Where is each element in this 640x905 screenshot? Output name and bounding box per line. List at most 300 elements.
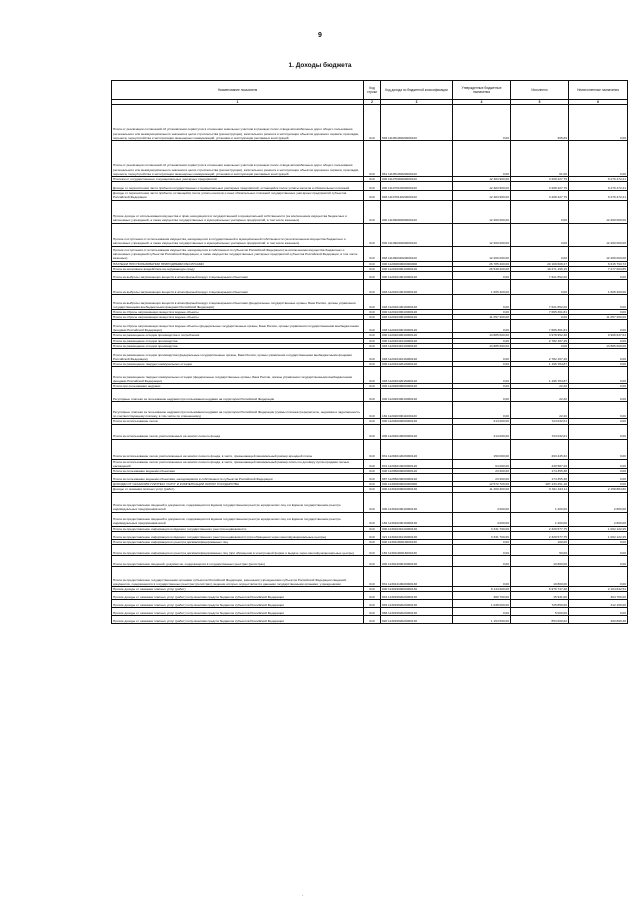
row-approved-cell: 8 144 600,00 [453, 587, 511, 592]
row-approved-cell: 0,00 [453, 567, 511, 587]
row-line-code-cell: 010 [364, 338, 381, 343]
row-executed-cell: 725 850,00 [511, 600, 569, 608]
table-row [112, 320, 628, 333]
row-approved-cell: 0,00 [453, 539, 511, 544]
row-budget-code-cell: 000 11201042010000120 [381, 362, 453, 367]
row-budget-code-cell: 820 11301992020000130 [381, 616, 453, 624]
row-budget-code-cell: 000 11202000000000120 [381, 384, 453, 389]
row-remaining-cell: 1 002 122,25 [569, 526, 628, 531]
row-executed-cell: 2 329 577,75 [511, 526, 569, 531]
footer-mark: . [302, 892, 304, 898]
row-executed-cell: 0,00 [511, 343, 569, 348]
row-line-code-cell: 010 [364, 424, 381, 439]
row-remaining-cell: 11 057 200,00 [569, 315, 628, 320]
column-number: 5 [511, 100, 569, 105]
row-executed-cell: 6 979 747,28 [511, 587, 569, 592]
row-remaining-cell: 0,00 [569, 367, 628, 384]
row-line-code-cell: 010 [364, 419, 381, 424]
row-line-code-cell: 010 [364, 343, 381, 348]
row-remaining-cell: 0,00 [569, 459, 628, 468]
row-executed-cell: 853 600,62 [511, 616, 569, 624]
row-budget-code-cell: 182 11202030011000120 [381, 402, 453, 419]
row-budget-code-cell: 048 11201042016000120 [381, 367, 453, 384]
row-approved-cell: 0,00 [453, 310, 511, 315]
row-remaining-cell: 0,00 [569, 320, 628, 333]
row-approved-cell: 0,00 [453, 320, 511, 333]
row-executed-cell: 7 621 852,00 [511, 295, 569, 310]
row-line-code-cell: 010 [364, 362, 381, 367]
row-executed-cell: 1 196 784,87 [511, 367, 569, 384]
row-remaining-cell: 300 899,38 [569, 616, 628, 624]
row-remaining-cell: 12 260 000,00 [569, 246, 628, 261]
table-row [112, 492, 628, 512]
row-remaining-cell: 2 164 842,54 [569, 587, 628, 592]
row-name-cell: Плата за размещение отходов производства и потребления [112, 333, 364, 338]
row-executed-cell: 0,00 [511, 200, 569, 223]
row-name-cell: Прочие доходы от оказания платных услуг (работ) [112, 587, 364, 592]
row-line-code-cell: 010 [364, 315, 381, 320]
row-budget-code-cell: 000 11301990000000130 [381, 587, 453, 592]
row-executed-cell: 22,20 [511, 389, 569, 402]
row-name-cell: Плата при пользовании недрами [112, 384, 364, 389]
row-approved-cell: 26 785 400,00 [453, 261, 511, 266]
row-remaining-cell: 2 800,00 [569, 492, 628, 512]
row-line-code-cell: 010 [364, 526, 381, 531]
row-line-code-cell: 010 [364, 177, 381, 182]
row-approved-cell: 0,00 [453, 556, 511, 567]
row-executed-cell: 61,06 [511, 141, 569, 177]
table-row [112, 482, 628, 487]
row-line-code-cell: 010 [364, 474, 381, 482]
row-line-code-cell: 010 [364, 182, 381, 191]
row-remaining-cell: 0,00 [569, 474, 628, 482]
table-row [112, 402, 628, 419]
row-executed-cell: 2 782 167,49 [511, 349, 569, 362]
row-budget-code-cell: 000 11201041010000120 [381, 338, 453, 343]
row-line-code-cell: 010 [364, 608, 381, 616]
row-approved-cell: 23 200,00 [453, 469, 511, 474]
row-remaining-cell: 0,00 [569, 539, 628, 544]
row-name-cell: Плата за предоставление сведений и документов, содержащихся в Едином государственном реестре юридических лиц и в Едином государственном реестре индивидуальных предпринимателей [112, 492, 364, 512]
row-executed-cell: 0,00 [511, 246, 569, 261]
row-budget-code-cell: 000 11201010010000120 [381, 272, 453, 280]
row-line-code-cell: 010 [364, 389, 381, 402]
row-remaining-cell: 0,00 [569, 310, 628, 315]
row-approved-cell: 0,00 [453, 349, 511, 362]
row-approved-cell: 0,00 [453, 362, 511, 367]
row-name-cell: Плата за сбросы загрязняющих веществ в водные объекты (федеральные государственные органы, Банк России, органы управления государственными внебюджетными фондами Российской Федерации) [112, 320, 364, 333]
table-header-row [112, 81, 628, 100]
section-title: 1. Доходы бюджета [288, 62, 352, 69]
row-remaining-cell: 0,00 [569, 384, 628, 389]
row-approved-cell: 12 484 900,00 [453, 191, 511, 200]
table-row [112, 474, 628, 482]
row-approved-cell: 12 260 000,00 [453, 223, 511, 246]
row-line-code-cell: 010 [364, 482, 381, 487]
row-name-cell: Регулярные платежи за пользование недрами при пользовании недрами на территории Российской Федерации [112, 389, 364, 402]
row-remaining-cell: 0,00 [569, 469, 628, 474]
row-name-cell: Плата за предоставление информации из реестра дисквалифицированных лиц [112, 539, 364, 544]
row-line-code-cell: 010 [364, 367, 381, 384]
row-remaining-cell: 0,00 [569, 567, 628, 587]
row-approved-cell: 26 548 200,00 [453, 266, 511, 271]
row-budget-code-cell: 000 11107010000000120 [381, 182, 453, 191]
column-number: 3 [381, 100, 453, 105]
table-row [112, 545, 628, 556]
row-executed-cell: 287 433 451,18 [511, 482, 569, 487]
row-remaining-cell: 0,00 [569, 482, 628, 487]
row-name-cell: Прочие доходы от оказания платных услуг (работ) получателями средств бюджетов субъектов Российской Федерации [112, 608, 364, 616]
row-remaining-cell: 0,00 [569, 362, 628, 367]
row-name-cell: Плата за размещение отходов производства [112, 343, 364, 348]
row-approved-cell: 11 460 300,00 [453, 487, 511, 492]
table-row [112, 389, 628, 402]
row-remaining-cell: 0,00 [569, 556, 628, 567]
row-approved-cell: 12 572 700,00 [453, 482, 511, 487]
row-name-cell: Плата за предоставление информации из Единого государственного реестра недвижимости (при обращении через многофункциональные центры) [112, 531, 364, 539]
row-line-code-cell: 010 [364, 531, 381, 539]
row-budget-code-cell: 000 11109040000000120 [381, 223, 453, 246]
row-budget-code-cell: 000 11205000000000120 [381, 469, 453, 474]
row-approved-cell: 1 605 400,00 [453, 280, 511, 295]
column-number: 6 [569, 100, 628, 105]
row-executed-cell: 293 445,32 [511, 439, 569, 459]
row-remaining-cell: 0,00 [569, 608, 628, 616]
row-executed-cell: 724 032,61 [511, 424, 569, 439]
row-budget-code-cell: 000 11300000000000000 [381, 482, 453, 487]
row-executed-cell: 7 621 852,00 [511, 272, 569, 280]
row-name-cell: Плата за использование лесов, расположенных на землях лесного фонда [112, 424, 364, 439]
row-budget-code-cell: 831 11301410020000130 [381, 567, 453, 587]
row-name-cell: Плата за предоставление сведений и документов, содержащихся в Едином государственном реестре юридических лиц и в Едином государственном реестре индивидуальных предпринимателей [112, 512, 364, 526]
row-budget-code-cell: 048 11201010010000120 [381, 280, 453, 295]
row-name-cell: Прочие доходы от оказания платных услуг (работ) получателями средств бюджетов субъектов Российской Федерации [112, 592, 364, 600]
row-approved-cell: 3 331 700,00 [453, 531, 511, 539]
table-row [112, 367, 628, 384]
row-executed-cell: 50,00 [511, 545, 569, 556]
row-remaining-cell: 13 885 600,00 [569, 343, 628, 348]
row-executed-cell: 3 978 952,38 [511, 333, 569, 338]
row-remaining-cell: 0,00 [569, 419, 628, 424]
table-row [112, 608, 628, 616]
row-budget-code-cell: 000 11201030010000120 [381, 310, 453, 315]
row-budget-code-cell: 048 11201030016000120 [381, 320, 453, 333]
row-line-code-cell: 010 [364, 333, 381, 338]
row-line-code-cell: 010 [364, 349, 381, 362]
row-budget-code-cell: 000 11301031010000130 [381, 526, 453, 531]
row-budget-code-cell: 831 11204013020000120 [381, 459, 453, 468]
row-name-cell: Плата за использование лесов [112, 419, 364, 424]
table-row [112, 439, 628, 459]
row-remaining-cell: 1 002 122,25 [569, 531, 628, 539]
row-approved-cell: 150 000,00 [453, 439, 511, 459]
table-row [112, 272, 628, 280]
row-approved-cell: 12 260 000,00 [453, 246, 511, 261]
row-budget-code-cell: 848 11105100020000120 [381, 105, 453, 141]
row-executed-cell: 1 196 784,87 [511, 362, 569, 367]
row-line-code-cell: 010 [364, 295, 381, 310]
row-line-code-cell: 010 [364, 200, 381, 223]
row-line-code-cell: 010 [364, 492, 381, 512]
row-executed-cell: 2 782 167,49 [511, 338, 569, 343]
table-row [112, 592, 628, 600]
row-executed-cell: 2 329 577,75 [511, 531, 569, 539]
row-name-cell: Плата за выбросы загрязняющих веществ в атмосферный воздух стационарными объектами (федеральные государственные органы, Банк России, органы управления государственными внебюджетными фондами Российской Федерации) [112, 295, 364, 310]
row-executed-cell: 22,20 [511, 384, 569, 389]
row-name-cell: Прочие поступления от использования имущества, находящегося в собственности субъектов Российской Федерации (за исключением имущества бюджетных и автономных учреждений субъектов Российской Федерации, а также имущества государственных унитарных предприятий субъектов Российской Федерации, в том числе казенных) [112, 246, 364, 261]
row-executed-cell: 22,20 [511, 402, 569, 419]
row-executed-cell: 0,00 [511, 280, 569, 295]
row-approved-cell: 0,00 [453, 402, 511, 419]
row-name-cell: Плата за выбросы загрязняющих веществ в атмосферный воздух стационарными объектами [112, 280, 364, 295]
row-name-cell: Плата за пользование водными объектами, находящимися в собственности субъектов Российской Федерации [112, 474, 364, 482]
row-approved-cell: 11 057 200,00 [453, 315, 511, 320]
row-name-cell: Плата за выбросы загрязняющих веществ в атмосферный воздух стационарными объектами [112, 272, 364, 280]
row-remaining-cell: 0,00 [569, 295, 628, 310]
row-remaining-cell: 364 769,00 [569, 592, 628, 600]
row-budget-code-cell: 845 11301992020000130 [381, 600, 453, 608]
header-approved: Утвержденные бюджетные назначения [453, 81, 511, 100]
column-number: 1 [112, 100, 364, 105]
row-name-cell: Плата за пользование водными объектами [112, 469, 364, 474]
row-executed-cell: 3 208 427,79 [511, 182, 569, 191]
row-remaining-cell: 9 276 472,21 [569, 177, 628, 182]
row-name-cell: Плата за сбросы загрязняющих веществ в водные объекты [112, 315, 364, 320]
row-line-code-cell: 010 [364, 191, 381, 200]
row-budget-code-cell: 048 11201041010000120 [381, 343, 453, 348]
row-remaining-cell: 0,00 [569, 105, 628, 141]
row-approved-cell: 214 000,00 [453, 419, 511, 424]
row-budget-code-cell: 182 11301190016000130 [381, 545, 453, 556]
row-name-cell: Плата от реализации соглашений об установлении сервитутов в отношении земельных участков в границах полос отвода автомобильных дорог общего пользования регионального или межмуниципального значения в целях строительства (реконструкции), капитального ремонта и эксплуатации объектов дорожного сервиса, прокладки, переноса, переустройства и эксплуатации инженерных коммуникаций, установки и эксплуатации рекламных конструкций [112, 105, 364, 141]
table-row [112, 246, 628, 261]
row-executed-cell: 19 271 196,15 [511, 266, 569, 271]
row-line-code-cell: 010 [364, 556, 381, 567]
row-remaining-cell: 9 276 472,21 [569, 182, 628, 191]
row-executed-cell: 15 931,00 [511, 592, 569, 600]
row-executed-cell: 5 000,00 [511, 608, 569, 616]
row-budget-code-cell: 321 11301031016000130 [381, 531, 453, 539]
row-remaining-cell: 0,00 [569, 349, 628, 362]
table-row [112, 105, 628, 141]
row-remaining-cell: 2 158 884,80 [569, 487, 628, 492]
row-executed-cell: 430 587,29 [511, 459, 569, 468]
table-body [112, 105, 628, 624]
row-approved-cell: 12 484 900,00 [453, 177, 511, 182]
row-budget-code-cell: 000 11301190010000130 [381, 539, 453, 544]
row-line-code-cell: 010 [364, 616, 381, 624]
row-approved-cell: 64 000,00 [453, 459, 511, 468]
table-row [112, 526, 628, 531]
row-executed-cell: 174 355,38 [511, 474, 569, 482]
row-approved-cell: 0,00 [453, 367, 511, 384]
column-number: 2 [364, 100, 381, 105]
row-line-code-cell: 010 [364, 545, 381, 556]
row-remaining-cell: 6 615 793,73 [569, 261, 628, 266]
row-budget-code-cell: 868 11301992020000130 [381, 608, 453, 616]
row-executed-cell: 9 321 423,11 [511, 487, 569, 492]
row-budget-code-cell: 048 11201010016000120 [381, 295, 453, 310]
table-row [112, 141, 628, 177]
row-approved-cell: 0,00 [453, 105, 511, 141]
row-line-code-cell: 010 [364, 141, 381, 177]
row-remaining-cell: 2 800,00 [569, 512, 628, 526]
row-line-code-cell: 010 [364, 105, 381, 141]
row-name-cell: Регулярные платежи за пользование недрами при пользовании недрами на территории Российской Федерации (суммы платежа (перерасчеты, недоимка и задолженность по соответствующему платежу, в том числе по отмененному) [112, 402, 364, 419]
table-row [112, 531, 628, 539]
row-executed-cell: 724 032,61 [511, 419, 569, 424]
row-name-cell: Платежи от государственных и муниципальных унитарных предприятий [112, 177, 364, 182]
row-budget-code-cell: 848 11107012020000120 [381, 191, 453, 200]
row-name-cell: Доходы от перечисления части прибыли государственных и муниципальных унитарных предприятий, остающейся после уплаты налогов и обязательных платежей [112, 182, 364, 191]
table-row [112, 600, 628, 608]
table-row [112, 266, 628, 271]
row-approved-cell: 214 000,00 [453, 424, 511, 439]
page-number: 9 [318, 32, 322, 39]
row-remaining-cell: 0,00 [569, 439, 628, 459]
row-budget-code-cell: 000 11107000000000120 [381, 177, 453, 182]
row-approved-cell: 4 000,00 [453, 512, 511, 526]
row-remaining-cell: 0,00 [569, 402, 628, 419]
row-approved-cell: 12 260 000,00 [453, 200, 511, 223]
header-executed: Исполнено [511, 81, 569, 100]
row-budget-code-cell: 843 11301992020000130 [381, 592, 453, 600]
row-approved-cell: 0,00 [453, 384, 511, 389]
row-remaining-cell: 0,00 [569, 338, 628, 343]
row-name-cell: Прочие доходы от использования имущества и прав, находящихся в государственной и муниципальной собственности (за исключением имущества бюджетных и автономных учреждений, а также имущества государственных и муниципальных унитарных предприятий, в том числе казенных) [112, 200, 364, 223]
table-row [112, 261, 628, 266]
table-row [112, 333, 628, 338]
row-executed-cell: 0,00 [511, 315, 569, 320]
row-executed-cell: 10 800,00 [511, 567, 569, 587]
row-line-code-cell: 010 [364, 266, 381, 271]
row-line-code-cell: 010 [364, 539, 381, 544]
row-approved-cell: 12 484 900,00 [453, 182, 511, 191]
table-row [112, 616, 628, 624]
row-remaining-cell: 9 906 647,64 [569, 333, 628, 338]
row-approved-cell: 380 700,00 [453, 592, 511, 600]
row-approved-cell: 0,00 [453, 389, 511, 402]
row-executed-cell: 20 169 608,27 [511, 261, 569, 266]
row-name-cell: Плата за предоставление государственными органами субъектов Российской Федерации, казенными учреждениями субъектов Российской Федерации сведений, документов, содержащихся в государственных реестрах (регистрах), ведение которых осуществляется данными государственными органами, учреждениями [112, 567, 364, 587]
row-name-cell: Прочие доходы от оказания платных услуг (работ) получателями средств бюджетов субъектов Российской Федерации [112, 616, 364, 624]
row-budget-code-cell: 831 11204012020000120 [381, 439, 453, 459]
row-name-cell: Доходы от перечисления части прибыли, остающейся после уплаты налогов и иных обязательных платежей государственных унитарных предприятий субъектов Российской Федерации [112, 191, 364, 200]
row-approved-cell: 0,00 [453, 141, 511, 177]
row-name-cell: ДОХОДЫ ОТ ОКАЗАНИЯ ПЛАТНЫХ УСЛУГ И КОМПЕНСАЦИИ ЗАТРАТ ГОСУДАРСТВА [112, 482, 364, 487]
row-executed-cell: 3 208 427,79 [511, 177, 569, 182]
row-budget-code-cell: 000 11204000000000120 [381, 419, 453, 424]
row-executed-cell: 10 800,00 [511, 556, 569, 567]
row-line-code-cell: 010 [364, 469, 381, 474]
row-approved-cell: 1 154 500,00 [453, 616, 511, 624]
row-budget-code-cell: 000 11200000000000000 [381, 261, 453, 266]
row-remaining-cell: 0,00 [569, 389, 628, 402]
row-remaining-cell: 0,00 [569, 424, 628, 439]
table-row [112, 200, 628, 223]
row-budget-code-cell: 182 11301020016000130 [381, 512, 453, 526]
table-row [112, 295, 628, 310]
row-line-code-cell: 010 [364, 272, 381, 280]
row-line-code-cell: 010 [364, 246, 381, 261]
row-approved-cell: 0,00 [453, 295, 511, 310]
row-remaining-cell: 312 150,00 [569, 600, 628, 608]
table-row [112, 556, 628, 567]
row-line-code-cell: 010 [364, 223, 381, 246]
table-row [112, 567, 628, 587]
row-budget-code-cell: 000 11204010000000120 [381, 424, 453, 439]
table-row [112, 349, 628, 362]
row-executed-cell: 1 200,00 [511, 512, 569, 526]
row-line-code-cell: 010 [364, 592, 381, 600]
row-budget-code-cell: 048 11201030010000120 [381, 315, 453, 320]
row-remaining-cell: 0,00 [569, 272, 628, 280]
table-row [112, 459, 628, 468]
header-line: Код строки [364, 81, 381, 100]
table-row [112, 362, 628, 367]
row-line-code-cell: 010 [364, 439, 381, 459]
row-remaining-cell: 12 260 000,00 [569, 200, 628, 223]
row-line-code-cell: 010 [364, 487, 381, 492]
row-budget-code-cell: 048 11201041016000120 [381, 349, 453, 362]
row-name-cell: Плата за размещение твердых коммунальных отходов [112, 362, 364, 367]
row-line-code-cell: 010 [364, 587, 381, 592]
row-executed-cell: 7 665 361,81 [511, 310, 569, 315]
row-name-cell: Плата от реализации соглашений об установлении сервитутов в отношении земельных участков в границах полос отвода автомобильных дорог общего пользования регионального или межмуниципального значения в целях строительства (реконструкции), капитального ремонта и эксплуатации объектов дорожного сервиса, прокладки, переноса, переустройства и эксплуатации инженерных коммуникаций, установки и эксплуатации рекламных конструкций [112, 141, 364, 177]
row-executed-cell: 174 355,38 [511, 469, 569, 474]
row-name-cell: Плата за сбросы загрязняющих веществ в водные объекты [112, 310, 364, 315]
table-row [112, 424, 628, 439]
row-remaining-cell: 1 605 400,00 [569, 280, 628, 295]
row-name-cell: Прочие доходы от оказания платных услуг (работ) получателями средств бюджетов субъектов Российской Федерации [112, 600, 364, 608]
table-row [112, 512, 628, 526]
row-name-cell: Плата за предоставление информации из Единого государственного реестра недвижимости [112, 526, 364, 531]
row-name-cell: Плата за негативное воздействие на окружающую среду [112, 266, 364, 271]
revenue-table [111, 80, 628, 624]
row-budget-code-cell: 000 11202030010000120 [381, 389, 453, 402]
row-remaining-cell: 0,00 [569, 545, 628, 556]
header-remaining: Неисполненные назначения [569, 81, 628, 100]
table-row [112, 280, 628, 295]
row-approved-cell: 0,00 [453, 608, 511, 616]
row-name-cell: Плата за использование лесов, расположенных на землях лесного фонда, в части, превышающей минимальный размер платы по договору купли-продажи лесных насаждений [112, 459, 364, 468]
row-name-cell: Доходы от оказания платных услуг (работ) [112, 487, 364, 492]
row-executed-cell: 100,00 [511, 539, 569, 544]
row-approved-cell: 4 000,00 [453, 492, 511, 512]
row-remaining-cell: 7 277 003,85 [569, 266, 628, 271]
row-budget-code-cell: 000 11201040010000120 [381, 333, 453, 338]
row-line-code-cell: 010 [364, 600, 381, 608]
row-approved-cell: 13 885 600,00 [453, 333, 511, 338]
column-number: 4 [453, 100, 511, 105]
row-budget-code-cell: 000 11301000000000130 [381, 487, 453, 492]
row-approved-cell: 0,00 [453, 545, 511, 556]
table-row [112, 191, 628, 200]
row-approved-cell: 0,00 [453, 272, 511, 280]
row-name-cell: Плата за размещение твердых коммунальных отходов (федеральные государственные органы, Банк России, органы управления государственными внебюджетными фондами Российской Федерации) [112, 367, 364, 384]
row-approved-cell: 0,00 [453, 338, 511, 343]
table-row [112, 177, 628, 182]
row-name-cell: Плата за предоставление сведений, документов, содержащихся в государственных реестрах (регистрах) [112, 556, 364, 567]
table-row [112, 310, 628, 315]
row-remaining-cell: 0,00 [569, 141, 628, 177]
row-line-code-cell: 010 [364, 280, 381, 295]
row-remaining-cell: 9 276 472,21 [569, 191, 628, 200]
row-line-code-cell: 010 [364, 459, 381, 468]
row-remaining-cell: 12 260 000,00 [569, 223, 628, 246]
row-name-cell: Плата за использование лесов, расположенных на землях лесного фонда, в части, превышающей минимальный размер арендной платы [112, 439, 364, 459]
header-code: Код дохода по бюджетной классификации [381, 81, 453, 100]
